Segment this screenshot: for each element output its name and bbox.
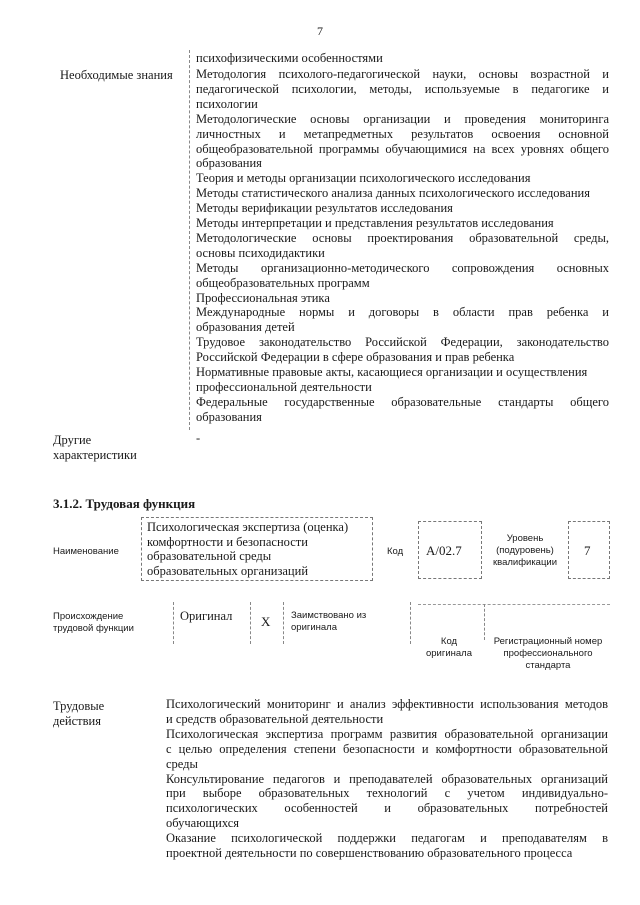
text-line: профессиональной деятельности xyxy=(196,379,372,394)
origin-divider xyxy=(283,602,284,644)
text-line: общеобразовательной программы обучающимися на всех уровнях общего xyxy=(196,141,609,156)
function-name-line: Психологическая экспертиза (оценка) xyxy=(147,520,349,534)
text-line: основы психодидактики xyxy=(196,245,325,260)
borrowed-label xyxy=(291,610,366,634)
reg-number-label-line: профессионального xyxy=(503,648,593,659)
reg-number-label-line: стандарта xyxy=(525,660,571,671)
function-name-line: образовательной среды xyxy=(147,549,272,563)
text-line: Профессиональная этика xyxy=(196,290,330,305)
text-line: проектной деятельности по совершенствованию образовательного процесса xyxy=(166,846,573,860)
original-label: Оригинал xyxy=(180,609,233,623)
text-line: личностных и метапредметных результатов освоения основной xyxy=(196,126,609,141)
text-line: Методологические основы организации и проведения мониторинга xyxy=(196,111,609,126)
text-line: Федеральные государственные образовательные стандарты общего xyxy=(196,394,609,409)
origin-divider xyxy=(173,602,174,644)
page-number: 7 xyxy=(317,24,323,38)
text-line: при выборе образовательных технологий с учетом индивидуально- xyxy=(166,786,608,801)
level-label-line: (подуровень) xyxy=(496,545,554,556)
text-line: Психологический мониторинг и анализ эффективности использования методов xyxy=(166,697,608,711)
origin-topline xyxy=(418,604,610,605)
code-value: A/02.7 xyxy=(426,543,462,558)
carry-line: психофизическими особенностями xyxy=(196,51,383,65)
text-line: педагогической психологии, методы, используемые в педагогике и xyxy=(196,81,609,96)
function-name-line: образовательных организаций xyxy=(147,563,309,578)
text-line: обучающихся xyxy=(166,816,240,831)
text-line: Психологическая экспертиза программ развития образовательной организации xyxy=(166,726,608,741)
level-label-line: Уровень xyxy=(506,533,544,544)
other-value: - xyxy=(196,431,201,445)
original-code-label xyxy=(416,636,482,660)
original-code-label-line: Код xyxy=(440,636,458,647)
borrowed-label-line: Заимствовано из xyxy=(291,610,367,621)
other-label-line1: Другие xyxy=(53,433,92,447)
text-line: Методы интерпретации и представления результатов исследования xyxy=(196,216,554,230)
text-line: и средств образовательной деятельности xyxy=(166,711,384,726)
origin-divider xyxy=(250,602,251,644)
actions-label-line2: действия xyxy=(53,714,101,728)
knowledge-label: Необходимые знания xyxy=(60,68,173,82)
actions-label-line1: Трудовые xyxy=(53,699,105,713)
text-line: Трудовое законодательство Российской Федерации, законодательство xyxy=(196,335,609,350)
text-line: Международные нормы и договоры в области прав ребенка и xyxy=(196,305,609,320)
text-line: образования xyxy=(196,409,262,424)
level-label xyxy=(486,533,564,569)
origin-divider xyxy=(410,602,411,644)
reg-number-label-line: Регистрационный номер xyxy=(493,636,603,647)
section-heading: 3.1.2. Трудовая функция xyxy=(53,496,196,511)
function-name xyxy=(147,520,348,578)
text-line: Методы верификации результатов исследования xyxy=(196,201,453,216)
origin-label xyxy=(53,611,134,635)
text-line: Нормативные правовые акты, касающиеся организации и осуществления xyxy=(196,365,588,379)
text-line: с целью определения степени безопасности и комфортности образовательной xyxy=(166,741,608,756)
text-line: Методы статистического анализа данных психологического исследования xyxy=(196,186,590,201)
level-label-line: квалификации xyxy=(492,557,558,568)
other-label-line2: характеристики xyxy=(53,448,137,462)
text-line: психологии xyxy=(196,96,258,111)
text-line: Консультирование педагогов и преподавателей образовательных организаций xyxy=(166,771,608,786)
text-line: Методологические основы проектирования образовательной среды, xyxy=(196,230,609,245)
origin-label-line: трудовой функции xyxy=(53,623,134,634)
text-line: психологических особенностей и образовательных потребностей xyxy=(166,801,608,816)
text-line: среды xyxy=(166,756,198,771)
text-line: Оказание психологической поддержки педагогам и преподавателям в xyxy=(166,831,608,846)
text-line: Методы организационно-методического сопровождения основных xyxy=(196,260,609,275)
code-label: Код xyxy=(387,546,404,557)
text-line: образования детей xyxy=(196,320,295,335)
reg-number-label xyxy=(486,636,610,672)
text-line: образования xyxy=(196,156,262,171)
origin-divider xyxy=(484,604,485,640)
text-line: Методология психолого-педагогической науки, основы возрастной и xyxy=(196,67,609,81)
function-name-line: комфортности и безопасности xyxy=(147,534,308,549)
original-code-label-line: оригинала xyxy=(425,648,472,659)
borrowed-label-line: оригинала xyxy=(291,622,338,633)
level-value: 7 xyxy=(584,543,591,558)
origin-label-line: Происхождение xyxy=(53,611,124,622)
text-line: общеобразовательных программ xyxy=(196,275,370,290)
name-label: Наименование xyxy=(53,546,119,557)
text-line: Российской Федерации в сфере образования и прав ребенка xyxy=(196,350,515,365)
text-line: Теория и методы организации психологического исследования xyxy=(196,171,531,186)
original-mark: X xyxy=(261,614,271,629)
table-divider xyxy=(189,50,190,430)
